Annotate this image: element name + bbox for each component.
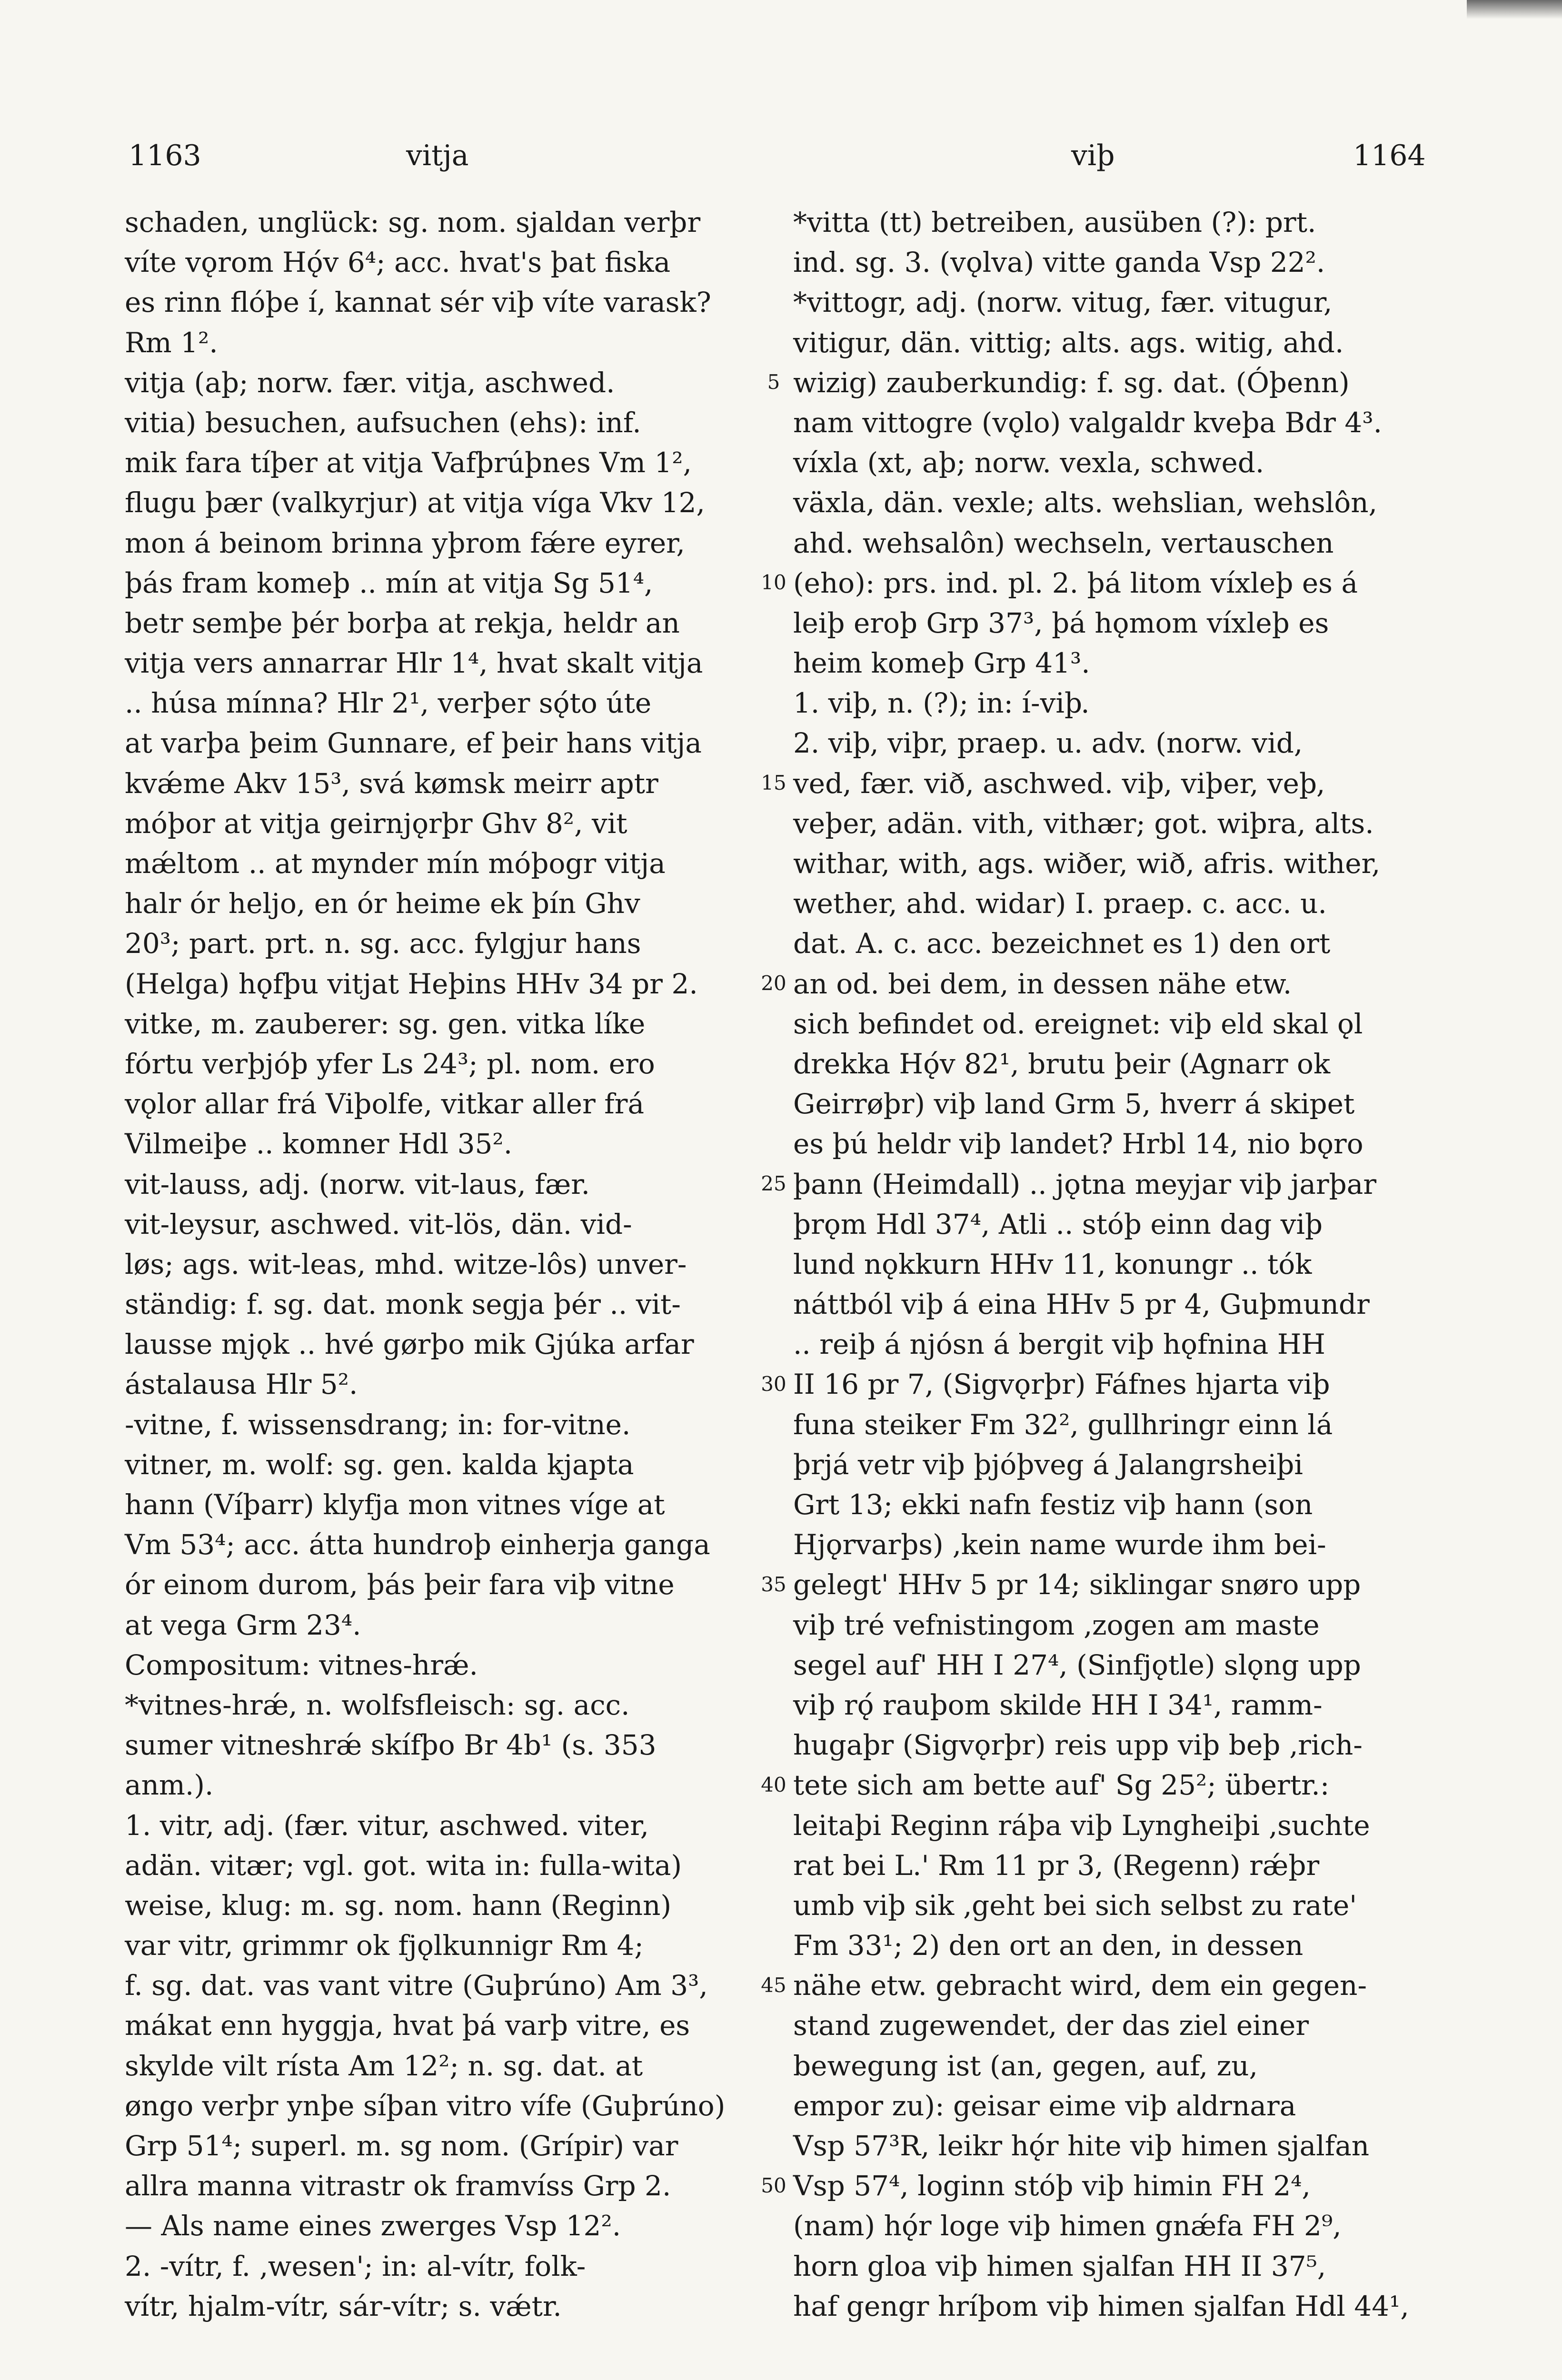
text-line: viþ rǫ́ rauþom skilde HH I 34¹, ramm- <box>793 1688 1323 1721</box>
text-line: *vitnes-hrǽ, n. wolfsfleisch: sg. acc. <box>125 1688 630 1721</box>
text-line: 2. -vítr, f. ‚wesen'; in: al-vítr, folk- <box>125 2250 586 2282</box>
text-line: ástalausa Hlr 5². <box>125 1368 358 1401</box>
text-line: vitia) besuchen, aufsuchen (ehs): inf. <box>125 406 641 439</box>
text-line: umb viþ sik ‚geht bei sich selbst zu rate' <box>793 1889 1357 1922</box>
text-line: at varþa þeim Gunnare, ef þeir hans vitja <box>125 727 702 760</box>
text-line: 2. viþ, viþr, praep. u. adv. (norw. vid, <box>793 727 1303 760</box>
text-line: haf gengr hríþom viþ himen sjalfan Hdl 44¹, <box>793 2290 1409 2322</box>
text-line: es rinn flóþe í, kannat sér viþ víte varask? <box>125 286 711 319</box>
line-number: 20 <box>761 971 786 995</box>
text-line: sumer vitneshrǽ skífþo Br 4b¹ (s. 353 <box>125 1729 657 1762</box>
text-line: II 16 pr 7, (Sigvǫrþr) Fáfnes hjarta viþ <box>793 1368 1330 1401</box>
text-line: mik fara tíþer at vitja Vafþrúþnes Vm 1², <box>125 446 692 479</box>
text-line: .. reiþ á njósn á bergit viþ hǫfnina HH <box>793 1328 1325 1361</box>
text-line: Compositum: vitnes-hrǽ. <box>125 1648 478 1681</box>
text-line: vit-lauss, adj. (norw. vit-laus, fær. <box>125 1168 590 1200</box>
text-line: es þú heldr viþ landet? Hrbl 14, nio bǫro <box>793 1128 1363 1160</box>
text-line: .. húsa mínna? Hlr 2¹, verþer sǫ́to úte <box>125 687 652 720</box>
text-line: vǫlor allar frá Viþolfe, vitkar aller frá <box>125 1088 645 1121</box>
line-number: 40 <box>761 1773 786 1796</box>
text-line: an od. bei dem, in dessen nähe etw. <box>793 967 1292 1000</box>
text-line: ständig: f. sg. dat. monk segja þér .. vit- <box>125 1288 681 1321</box>
text-line: withar, with, ags. wiðer, wið, afris. wither, <box>793 847 1381 880</box>
text-line: víte vǫrom Hǫ́v 6⁴; acc. hvat's þat fiska <box>125 246 671 279</box>
text-line: Grt 13; ekki nafn festiz viþ hann (son <box>793 1488 1313 1521</box>
left-page-number: 1163 <box>129 139 201 172</box>
text-line: (Helga) hǫfþu vitjat Heþins HHv 34 pr 2. <box>125 967 698 1000</box>
text-line: mákat enn hyggja, hvat þá varþ vitre, es <box>125 2009 690 2042</box>
text-line: Rm 1². <box>125 326 218 359</box>
text-line: (nam) hǫ́r loge viþ himen gnǽfa FH 2⁹, <box>793 2210 1342 2242</box>
text-line: var vitr, grimmr ok fjǫlkunnigr Rm 4; <box>125 1929 644 1962</box>
text-line: øngo verþr ynþe síþan vitro vífe (Guþrúno) <box>125 2089 726 2122</box>
line-number: 50 <box>761 2173 786 2197</box>
text-line: at vega Grm 23⁴. <box>125 1608 361 1641</box>
text-line: schaden, unglück: sg. nom. sjaldan verþr <box>125 206 701 238</box>
text-line: vitigur, dän. vittig; alts. ags. witig, ahd. <box>793 326 1344 359</box>
text-line: betr semþe þér borþa at rekja, heldr an <box>125 606 680 639</box>
text-line: (eho): prs. ind. pl. 2. þá litom víxleþ es á <box>793 566 1358 599</box>
text-line: Vilmeiþe .. komner Hdl 35². <box>125 1128 513 1160</box>
text-line: lund nǫkkurn HHv 11, konungr .. tók <box>793 1248 1312 1280</box>
text-line: vitke, m. zauberer: sg. gen. vitka líke <box>125 1007 646 1040</box>
text-line: växla, dän. vexle; alts. wehslian, wehslôn, <box>793 486 1378 519</box>
text-line: -vitne, f. wissensdrang; in: for-vitne. <box>125 1408 631 1441</box>
left-column <box>125 202 744 2326</box>
line-number: 5 <box>767 370 780 394</box>
text-line: nam vittogre (vǫlo) valgaldr kveþa Bdr 4³. <box>793 406 1383 439</box>
text-line: drekka Hǫ́v 82¹, brutu þeir (Agnarr ok <box>793 1047 1331 1080</box>
text-line: ved, fær. við, aschwed. viþ, viþer, veþ, <box>793 767 1325 800</box>
text-line: fórtu verþjóþ yfer Ls 24³; pl. nom. ero <box>125 1047 655 1080</box>
right-column <box>793 202 1412 2326</box>
text-line: wether, ahd. widar) I. praep. c. acc. u. <box>793 887 1327 920</box>
text-line: mon á beinom brinna yþrom fǽre eyrer, <box>125 526 685 559</box>
text-line: skylde vilt rísta Am 12²; n. sg. dat. at <box>125 2049 643 2082</box>
text-line: náttból viþ á eina HHv 5 pr 4, Guþmundr <box>793 1288 1370 1321</box>
text-line: gelegt' HHv 5 pr 14; siklingar snøro upp <box>793 1568 1361 1601</box>
line-number: 30 <box>761 1372 786 1396</box>
text-line: ahd. wehsalôn) wechseln, vertauschen <box>793 526 1334 559</box>
text-line: víxla (xt, aþ; norw. vexla, schwed. <box>793 446 1264 479</box>
text-line: 1. viþ, n. (?); in: í-viþ. <box>793 687 1090 720</box>
left-running-head: vitja <box>406 139 469 172</box>
text-line: kvǽme Akv 15³, svá kømsk meirr aptr <box>125 767 658 800</box>
text-line: anm.). <box>125 1769 214 1802</box>
text-line: bewegung ist (an, gegen, auf, zu, <box>793 2049 1258 2082</box>
text-line: nähe etw. gebracht wird, dem ein gegen- <box>793 1969 1367 2002</box>
text-line: lausse mjǫk .. hvé gørþo mik Gjúka arfar <box>125 1328 694 1361</box>
text-line: segel auf' HH I 27⁴, (Sinfjǫtle) slǫng upp <box>793 1648 1361 1681</box>
text-line: Vm 53⁴; acc. átta hundroþ einherja ganga <box>125 1528 710 1561</box>
text-line: þás fram komeþ .. mín at vitja Sg 51⁴, <box>125 566 653 599</box>
text-line: Vsp 57³R, leikr hǫ́r hite viþ himen sjalfan <box>793 2130 1370 2162</box>
text-line: leiþ eroþ Grp 37³, þá hǫmom víxleþ es <box>793 606 1329 639</box>
text-line: empor zu): geisar eime viþ aldrnara <box>793 2089 1296 2122</box>
line-number: 25 <box>761 1171 786 1195</box>
text-line: 1. vitr, adj. (fær. vitur, aschwed. viter, <box>125 1809 649 1842</box>
text-line: hugaþr (Sigvǫrþr) reis upp viþ beþ ‚rich- <box>793 1729 1363 1762</box>
text-line: þrjá vetr viþ þjóþveg á Jalangrsheiþi <box>793 1448 1303 1481</box>
line-number: 15 <box>761 771 786 794</box>
text-line: adän. vitær; vgl. got. wita in: fulla-wita) <box>125 1849 682 1882</box>
text-line: mǽltom .. at mynder mín móþogr vitja <box>125 847 666 880</box>
line-number: 10 <box>761 570 786 594</box>
line-number: 45 <box>761 1973 786 1997</box>
text-line: hann (Víþarr) klyfja mon vitnes víge at <box>125 1488 665 1521</box>
text-line: móþor at vitja geirnjǫrþr Ghv 8², vit <box>125 807 627 840</box>
text-line: vit-leysur, aschwed. vit-lös, dän. vid- <box>125 1208 632 1240</box>
text-line: Hjǫrvarþs) ‚kein name wurde ihm bei- <box>793 1528 1326 1561</box>
text-line: Grp 51⁴; superl. m. sg nom. (Grípir) var <box>125 2130 678 2162</box>
text-line: ind. sg. 3. (vǫlva) vitte ganda Vsp 22². <box>793 246 1325 279</box>
text-line: vitner, m. wolf: sg. gen. kalda kjapta <box>125 1448 634 1481</box>
text-line: Geirrøþr) viþ land Grm 5, hverr á skipet <box>793 1088 1355 1121</box>
text-line: weise, klug: m. sg. nom. hann (Reginn) <box>125 1889 672 1922</box>
right-running-head: viþ <box>1071 139 1115 172</box>
scan-edge-shadow <box>1467 0 1562 19</box>
text-line: vitja (aþ; norw. fær. vitja, aschwed. <box>125 366 615 399</box>
text-line: *vittogr, adj. (norw. vitug, fær. vitugur, <box>793 286 1333 319</box>
text-line: ór einom durom, þás þeir fara viþ vitne <box>125 1568 675 1601</box>
text-line: viþ tré vefnistingom ‚zogen am maste <box>793 1608 1320 1641</box>
text-line: flugu þær (valkyrjur) at vitja víga Vkv 12, <box>125 486 705 519</box>
text-line: þann (Heimdall) .. jǫtna meyjar viþ jarþar <box>793 1168 1377 1200</box>
text-line: leitaþi Reginn ráþa viþ Lyngheiþi ‚suchte <box>793 1809 1370 1842</box>
text-line: rat bei L.' Rm 11 pr 3, (Regenn) rǽþr <box>793 1849 1320 1882</box>
text-line: dat. A. c. acc. bezeichnet es 1) den ort <box>793 927 1331 960</box>
text-line: f. sg. dat. vas vant vitre (Guþrúno) Am 3³, <box>125 1969 708 2002</box>
text-line: horn gloa viþ himen sjalfan HH II 37⁵, <box>793 2250 1326 2282</box>
text-line: tete sich am bette auf' Sg 25²; übertr.: <box>793 1769 1330 1802</box>
text-line: løs; ags. wit-leas, mhd. witze-lôs) unver- <box>125 1248 687 1280</box>
text-line: sich befindet od. ereignet: viþ eld skal ǫl <box>793 1007 1363 1040</box>
text-line: stand zugewendet, der das ziel einer <box>793 2009 1309 2042</box>
text-line: veþer, adän. vith, vithær; got. wiþra, alts. <box>793 807 1374 840</box>
text-line: heim komeþ Grp 41³. <box>793 647 1090 680</box>
text-line: funa steiker Fm 32², gullhringr einn lá <box>793 1408 1333 1441</box>
text-line: *vitta (tt) betreiben, ausüben (?): prt. <box>793 206 1316 238</box>
text-line: halr ór heljo, en ór heime ek þín Ghv <box>125 887 640 920</box>
text-line: þrǫm Hdl 37⁴, Atli .. stóþ einn dag viþ <box>793 1208 1323 1240</box>
text-line: Fm 33¹; 2) den ort an den, in dessen <box>793 1929 1303 1962</box>
text-line: 20³; part. prt. n. sg. acc. fylgjur hans <box>125 927 641 960</box>
right-page-number: 1164 <box>1353 139 1426 172</box>
text-line: wizig) zauberkundig: f. sg. dat. (Óþenn) <box>793 366 1350 399</box>
text-line: allra manna vitrastr ok framvíss Grp 2. <box>125 2170 671 2202</box>
text-line: Vsp 57⁴, loginn stóþ viþ himin FH 2⁴, <box>793 2170 1311 2202</box>
text-line: vitja vers annarrar Hlr 1⁴, hvat skalt vitja <box>125 647 703 680</box>
line-number: 35 <box>761 1572 786 1596</box>
text-line: — Als name eines zwerges Vsp 12². <box>125 2210 621 2242</box>
text-line: vítr, hjalm-vítr, sár-vítr; s. vǽtr. <box>125 2290 562 2322</box>
